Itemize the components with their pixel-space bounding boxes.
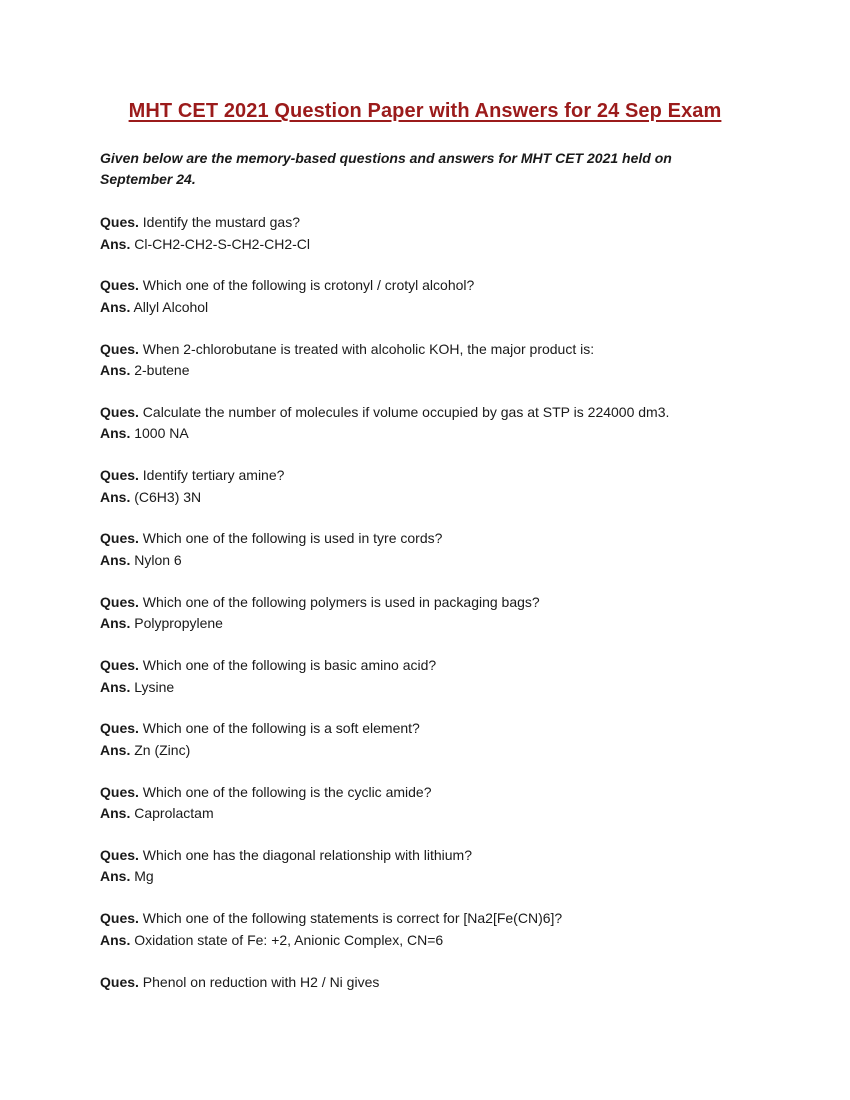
answer-text: Polypropylene	[134, 615, 223, 632]
question-line	[100, 718, 780, 740]
answer-text: Caprolactam	[134, 805, 214, 822]
question-label: Ques.	[100, 340, 139, 357]
question-label: Ques.	[100, 973, 139, 990]
question-label: Ques.	[100, 214, 139, 230]
answer-label: Ans.	[100, 805, 131, 822]
question-line	[100, 528, 780, 550]
question-text: When 2-chlorobutane is treated with alcoholic KOH, the major product is:	[142, 340, 595, 357]
question-line	[100, 845, 780, 867]
qa-item	[100, 845, 780, 908]
answer-label: Ans.	[100, 741, 131, 758]
question-text: Identify the mustard gas?	[142, 214, 300, 230]
question-text: Which one of the following is a soft element?	[142, 720, 420, 737]
question-text: Which one of the following polymers is used in packaging bags?	[142, 593, 540, 610]
answer-label: Ans.	[100, 551, 131, 568]
qa-item	[100, 212, 780, 275]
qa-item	[100, 782, 780, 845]
qa-item	[100, 655, 780, 718]
answer-line	[100, 677, 780, 699]
question-label: Ques.	[100, 657, 139, 674]
question-label: Ques.	[100, 530, 139, 547]
question-text: Which one of the following is used in tyre cords?	[142, 530, 443, 547]
question-label: Ques.	[100, 277, 139, 294]
answer-line	[100, 866, 780, 888]
answer-line	[100, 297, 780, 319]
answer-line	[100, 360, 780, 382]
answer-text: Oxidation state of Fe: +2, Anionic Complex, CN=6	[134, 931, 444, 948]
answer-text: Zn (Zinc)	[134, 741, 191, 758]
question-label: Ques.	[100, 783, 139, 800]
qa-item	[100, 718, 780, 781]
question-line	[100, 402, 780, 424]
answer-line	[100, 423, 780, 445]
question-line	[100, 465, 780, 487]
intro-text: Given below are the memory-based questions and answers for MHT CET 2021 held on September 24.	[100, 150, 672, 187]
question-label: Ques.	[100, 846, 139, 863]
question-line	[100, 908, 780, 930]
answer-label: Ans.	[100, 931, 131, 948]
question-line	[100, 212, 780, 234]
question-text: Which one of the following is the cyclic amide?	[142, 783, 432, 800]
question-line	[100, 655, 780, 677]
question-text: Which one of the following statements is correct for [Na2[Fe(CN)6]?	[142, 910, 563, 927]
page-title: MHT CET 2021 Question Paper with Answers for 24 Sep Exam	[128, 100, 722, 122]
qa-item	[100, 339, 780, 402]
question-line	[100, 782, 780, 804]
question-label: Ques.	[100, 403, 139, 420]
qa-item	[100, 402, 780, 465]
answer-text: 1000 NA	[134, 425, 189, 442]
answer-label: Ans.	[100, 868, 131, 885]
qa-item	[100, 908, 780, 971]
question-text: Identify tertiary amine?	[142, 467, 285, 484]
answer-label: Ans.	[100, 488, 131, 505]
qa-item	[100, 972, 780, 1035]
answer-text: Mg	[134, 868, 154, 885]
question-text: Which one of the following is crotonyl / crotyl alcohol?	[142, 277, 475, 294]
question-line	[100, 275, 780, 297]
answer-text: Lysine	[134, 678, 175, 695]
qa-item	[100, 275, 780, 338]
answer-text: (C6H3) 3N	[134, 488, 202, 505]
question-line	[100, 592, 780, 614]
answer-line	[100, 740, 780, 762]
answer-text: Allyl Alcohol	[133, 298, 209, 315]
answer-label: Ans.	[100, 235, 131, 252]
question-label: Ques.	[100, 593, 139, 610]
qa-item	[100, 465, 780, 528]
answer-text: 2-butene	[134, 362, 190, 379]
answer-label: Ans.	[100, 615, 131, 632]
answer-label: Ans.	[100, 678, 131, 695]
question-label: Ques.	[100, 910, 139, 927]
answer-text: Cl-CH2-CH2-S-CH2-CH2-Cl	[134, 235, 311, 252]
question-text: Calculate the number of molecules if volume occupied by gas at STP is 224000 dm3.	[142, 403, 670, 420]
answer-label: Ans.	[100, 298, 131, 315]
answer-line	[100, 234, 780, 256]
question-label: Ques.	[100, 720, 139, 737]
question-line	[100, 972, 780, 994]
answer-line	[100, 613, 780, 635]
qa-list	[100, 212, 780, 1035]
answer-text: Nylon 6	[134, 551, 182, 568]
question-line	[100, 339, 780, 361]
question-label: Ques.	[100, 467, 139, 484]
question-text: Which one of the following is basic amino acid?	[142, 657, 437, 674]
qa-item	[100, 528, 780, 591]
qa-item	[100, 592, 780, 655]
answer-line	[100, 930, 780, 952]
answer-line	[100, 803, 780, 825]
answer-label: Ans.	[100, 425, 131, 442]
question-text: Phenol on reduction with H2 / Ni gives	[142, 973, 380, 990]
answer-line	[100, 487, 780, 509]
answer-line	[100, 550, 780, 572]
answer-label: Ans.	[100, 362, 131, 379]
question-text: Which one has the diagonal relationship with lithium?	[142, 846, 472, 863]
